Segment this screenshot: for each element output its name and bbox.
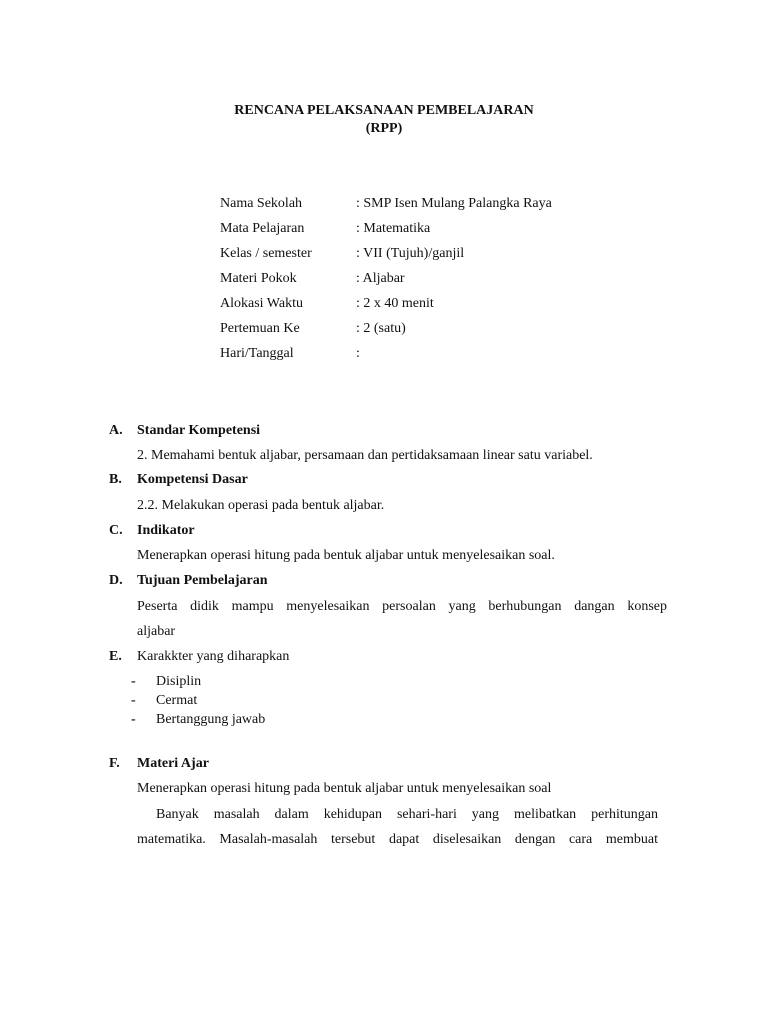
identity-value: : Matematika [356,221,431,236]
document-subtitle: (RPP) [365,121,403,136]
section-f-paragraph-line1: Banyak masalah dalam kehidupan sehari-hari yang melibatkan perhitungan [156,807,658,822]
identity-row-school [220,194,680,214]
identity-label: Kelas / semester [220,246,312,261]
identity-label: Pertemuan Ke [220,321,300,336]
identity-row-class [220,244,680,264]
identity-value: : 2 x 40 menit [356,296,434,311]
section-f-paragraph-line2: matematika. Masalah-masalah tersebut dapat diselesaikan dengan cara membuat [137,832,658,847]
character-item: Bertanggung jawab [156,712,266,727]
section-f-body: Menerapkan operasi hitung pada bentuk aljabar untuk menyelesaikan soal [137,781,552,796]
section-b-title: Kompetensi Dasar [137,472,248,487]
identity-label: Mata Pelajaran [220,221,305,236]
section-c-title: Indikator [137,523,195,538]
section-f-title: Materi Ajar [137,756,209,771]
identity-value: : SMP Isen Mulang Palangka Raya [356,196,552,211]
bullet-dash: - [131,712,136,727]
identity-value: : Aljabar [356,271,405,286]
identity-label: Nama Sekolah [220,196,303,211]
section-d-body-line2: aljabar [137,624,176,639]
identity-label: Alokasi Waktu [220,296,303,311]
bullet-dash: - [131,674,136,689]
identity-value: : VII (Tujuh)/ganjil [356,246,465,261]
document-title: RENCANA PELAKSANAAN PEMBELAJARAN [234,103,534,118]
section-e-letter: E. [109,649,122,664]
identity-value: : [356,346,360,361]
identity-value: : 2 (satu) [356,321,406,336]
identity-row-meeting [220,319,680,339]
identity-row-time [220,294,680,314]
section-f-letter: F. [109,756,120,771]
identity-row-topic [220,269,680,289]
identity-label: Hari/Tanggal [220,346,294,361]
section-d-letter: D. [109,573,123,588]
bullet-dash: - [131,693,136,708]
section-d-title: Tujuan Pembelajaran [137,573,268,588]
character-item: Cermat [156,693,198,708]
section-b-letter: B. [109,472,122,487]
section-c-letter: C. [109,523,123,538]
section-a-body: 2. Memahami bentuk aljabar, persamaan dan pertidaksamaan linear satu variabel. [137,448,593,463]
section-a-title: Standar Kompetensi [137,423,261,438]
identity-row-date [220,344,680,364]
section-a-letter: A. [109,423,123,438]
section-e-title: Karakkter yang diharapkan [137,649,290,664]
section-b-body: 2.2. Melakukan operasi pada bentuk aljabar. [137,498,385,513]
identity-label: Materi Pokok [220,271,297,286]
section-c-body: Menerapkan operasi hitung pada bentuk aljabar untuk menyelesaikan soal. [137,548,555,563]
character-item: Disiplin [156,674,202,689]
section-d-body-line1: Peserta didik mampu menyelesaikan persoalan yang berhubungan dangan konsep [137,599,667,614]
identity-row-subject [220,219,680,239]
